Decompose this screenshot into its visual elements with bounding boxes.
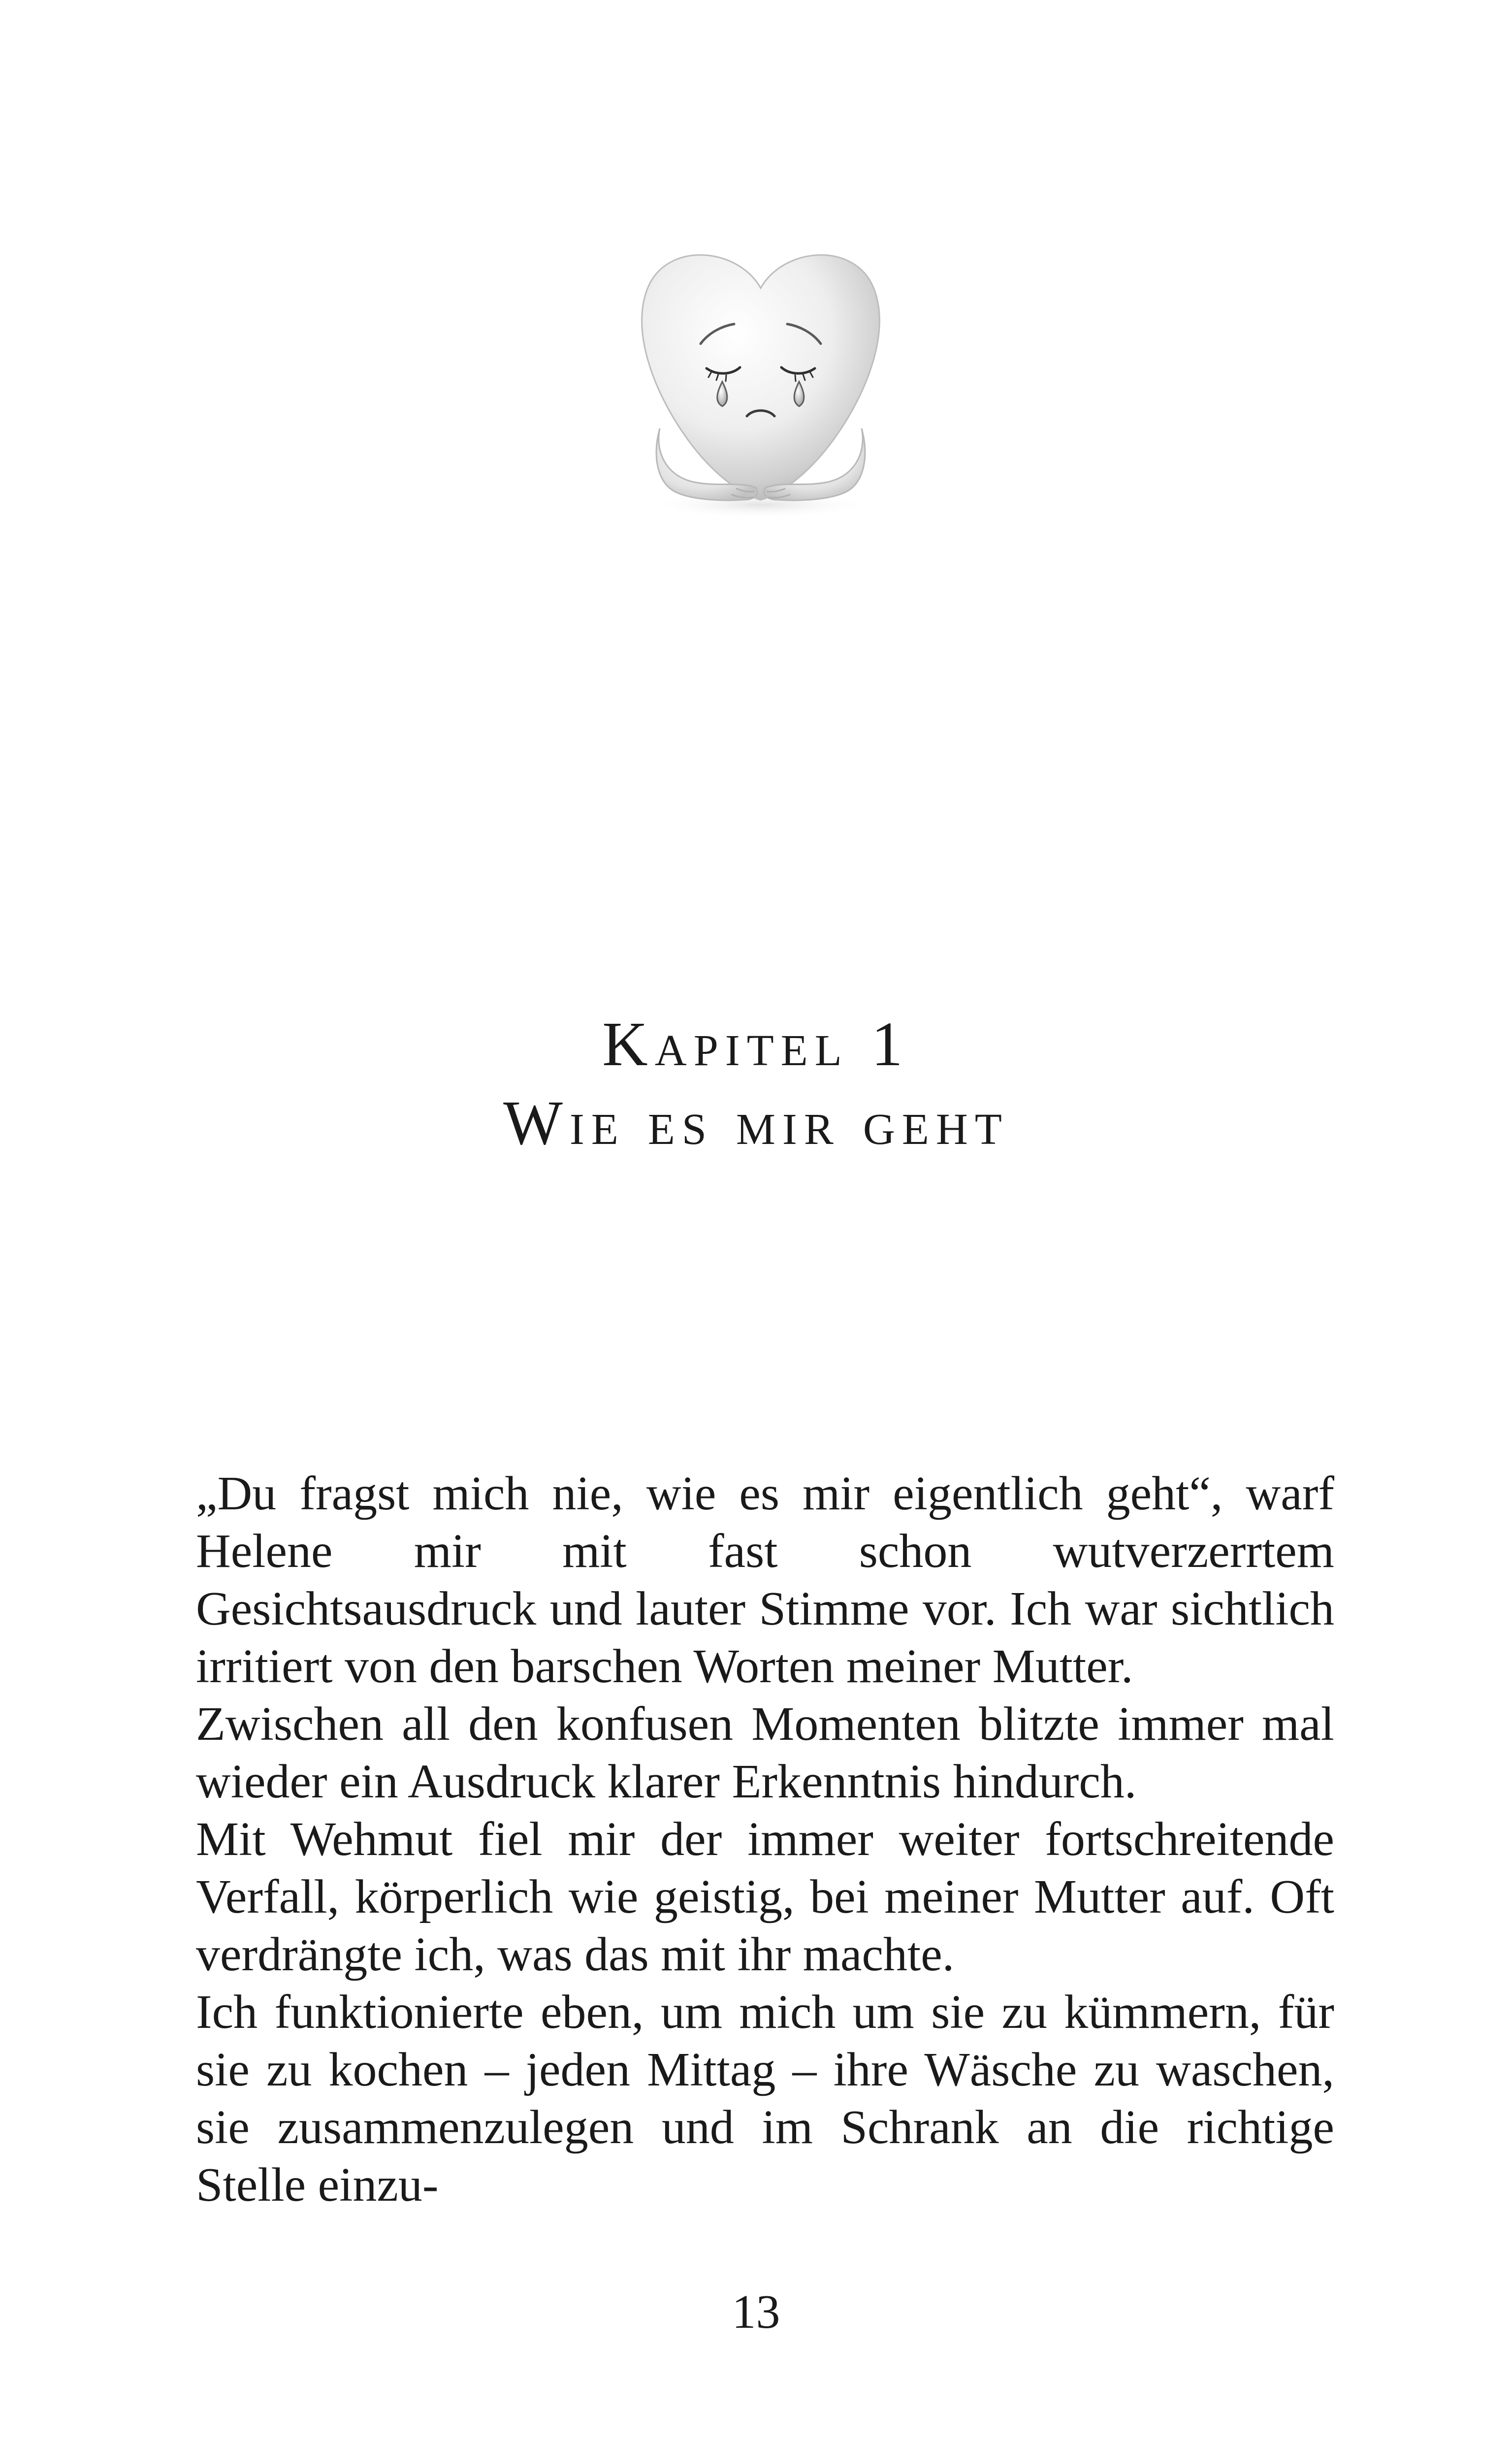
chapter-title: Wie es mir geht bbox=[503, 1088, 1009, 1158]
crying-heart-icon bbox=[613, 231, 908, 522]
paragraph: Ich funktionierte eben, um mich um sie zu kümmern, für sie zu kochen – jeden Mittag – ihre Wäsche zu waschen, sie zusammenzulegen und im Schrank an die richtige Stelle einzu- bbox=[196, 1986, 1334, 2212]
paragraph: „Du fragst mich nie, wie es mir eigentlich geht“, warf Helene mir mit fast schon wutverzerrtem Gesichtsausdruck und lauter Stimme vor. Ich war sichtlich irritiert von den barschen Worten meiner Mutter. bbox=[196, 1467, 1334, 1693]
page-number: 13 bbox=[732, 2285, 780, 2339]
chapter-body bbox=[196, 1465, 1334, 2214]
paragraph: Mit Wehmut fiel mir der immer weiter fortschreitende Verfall, körperlich wie geistig, bei meiner Mutter auf. Oft verdrängte ich, was das mit ihr machte. bbox=[196, 1813, 1334, 1981]
chapter-number: Kapitel 1 bbox=[602, 1009, 910, 1079]
paragraph: Zwischen all den konfusen Momenten blitzte immer mal wieder ein Ausdruck klarer Erkenntnis hindurch. bbox=[196, 1697, 1334, 1808]
